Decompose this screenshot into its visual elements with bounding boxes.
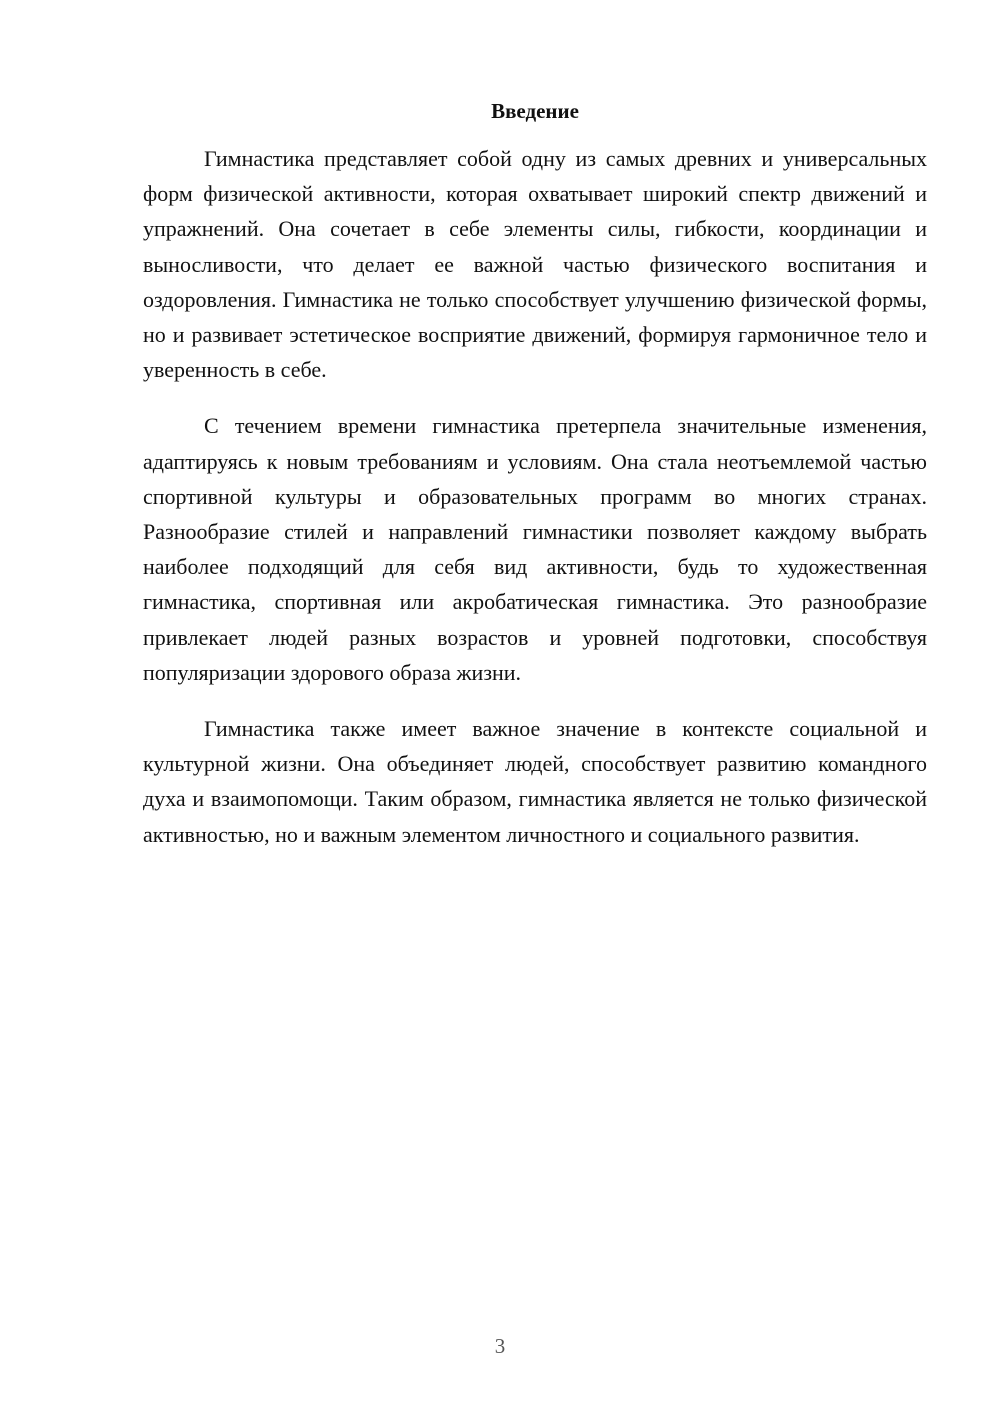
page-number: 3: [494, 1334, 506, 1358]
paragraph-1: Гимнастика представляет собой одну из самых древних и универсальных форм физической активности, которая охватывает широкий спектр движений и упражнений. Она сочетает в себе элементы силы, гибкости, координации и выносливости, что делает ее важной частью физического воспитания и оздоровления. Гимнастика не только способствует улучшению физической формы, но и развивает эстетическое восприятие движений, формируя гармоничное тело и уверенность в себе.: [143, 146, 927, 383]
section-title: Введение: [491, 99, 579, 123]
paragraph-3: Гимнастика также имеет важное значение в контексте социальной и культурной жизни. Она объединяет людей, способствует развитию командного духа и взаимопомощи. Таким образом, гимнастика является не только физической активностью, но и важным элементом личностного и социального развития.: [143, 716, 927, 847]
paragraph-2: С течением времени гимнастика претерпела значительные изменения, адаптируясь к новым требованиям и условиям. Она стала неотъемлемой частью спортивной культуры и образовательных программ во многих странах. Разнообразие стилей и направлений гимнастики позволяет каждому выбрать наиболее подходящий для себя вид активности, будь то художественная гимнастика, спортивная или акробатическая гимнастика. Это разнообразие привлекает людей разных возрастов и уровней подготовки, способствуя популяризации здорового образа жизни.: [143, 413, 927, 685]
page-content: [143, 95, 927, 873]
